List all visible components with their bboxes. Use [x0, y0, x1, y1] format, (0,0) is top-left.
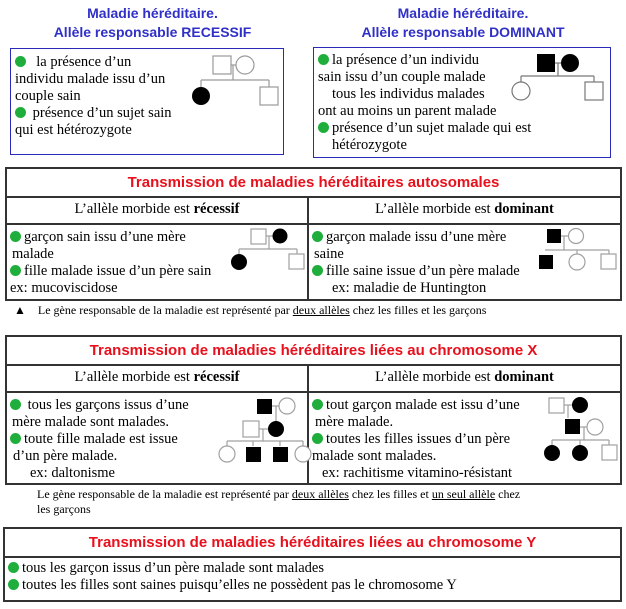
x-linked-recessive-criteria: tous les garçons issus d’une mère malade sont malades. toute fille malade est issue d’un père malade. ex: daltonisme: [12, 397, 189, 481]
bullet-icon: [312, 231, 323, 242]
bullet-icon: [312, 265, 323, 276]
bullet-icon: [10, 399, 21, 410]
pedigree-x-linked-recessive-icon: [217, 394, 309, 466]
pedigree-recessive-icon: [191, 53, 286, 113]
bullet-icon: [312, 399, 323, 410]
pedigree-x-linked-dominant-icon: [542, 394, 622, 466]
autosomal-dominant-header: L’allèle morbide est dominant: [375, 201, 554, 217]
autosomal-recessive-header: L’allèle morbide est récessif: [74, 201, 240, 217]
pedigree-autosomal-recessive-icon: [229, 224, 307, 276]
bullet-icon: [10, 433, 21, 444]
autosomal-table: [5, 167, 622, 301]
pedigree-dominant-icon: [514, 51, 609, 111]
x-linked-footnote: Le gène responsable de la maladie est représenté par deux allèles chez les filles et un seul allèle chez les garçons: [37, 487, 521, 516]
bullet-icon: [8, 579, 19, 590]
bullet-icon: [8, 562, 19, 573]
y-linked-table-title: Transmission de maladies héréditaires liées au chromosome Y: [88, 534, 537, 551]
bullet-icon: [10, 265, 21, 276]
bullet-icon: [10, 231, 21, 242]
y-linked-table: [3, 527, 622, 602]
bullet-icon: [15, 107, 26, 118]
x-linked-recessive-header: L’allèle morbide est récessif: [74, 369, 240, 385]
y-linked-criteria: tous les garçon issus d’un père malade sont malades toutes les filles sont saines puisqu’elles ne possèdent pas le chromosome Y: [8, 560, 457, 594]
bullet-icon: [318, 54, 329, 65]
x-linked-table: [5, 335, 622, 485]
recessive-panel: [10, 48, 284, 155]
dominant-title-line2: Allèle responsable DOMINANT: [361, 24, 565, 40]
recessive-panel-title: [0, 4, 305, 42]
bullet-icon: [318, 122, 329, 133]
dominant-criteria: la présence d’un individu sain issu d’un couple malade tous les individus malades ont au moins un parent malade présence d’un sujet malade qui est hétérozygote: [318, 52, 532, 153]
dominant-panel-title: [313, 4, 613, 42]
autosomal-footnote: ▲ Le gène responsable de la maladie est représenté par deux allèles chez les filles et les garçons: [14, 303, 487, 317]
autosomal-recessive-criteria: garçon sain issu d’une mère malade fille malade issue d’un père sain ex: mucoviscidose: [10, 229, 212, 296]
autosomal-table-title: Transmission de maladies héréditaires autosomales: [127, 174, 500, 191]
x-linked-dominant-criteria: tout garçon malade est issu d’une mère malade. toutes les filles issues d’un père malade sont malades. ex: rachitisme vitamino-résistant: [312, 397, 520, 481]
dominant-title-line1: Maladie héréditaire.: [397, 5, 529, 21]
x-linked-dominant-header: L’allèle morbide est dominant: [375, 369, 554, 385]
pedigree-autosomal-dominant-icon: [537, 224, 622, 276]
recessive-title-line2: Allèle responsable RECESSIF: [53, 24, 252, 40]
bullet-icon: [15, 56, 26, 67]
autosomal-dominant-criteria: garçon malade issu d’une mère saine fille saine issue d’un père malade ex: maladie de Huntington: [314, 229, 520, 296]
x-linked-table-title: Transmission de maladies héréditaires liées au chromosome X: [89, 342, 538, 359]
recessive-criteria: la présence d’un individu malade issu d’un couple sain présence d’un sujet sain qui est hétérozygote: [15, 54, 172, 138]
bullet-icon: [312, 433, 323, 444]
recessive-title-line1: Maladie héréditaire.: [87, 5, 218, 21]
triangle-icon: ▲: [14, 303, 26, 317]
dominant-panel: [313, 47, 611, 158]
